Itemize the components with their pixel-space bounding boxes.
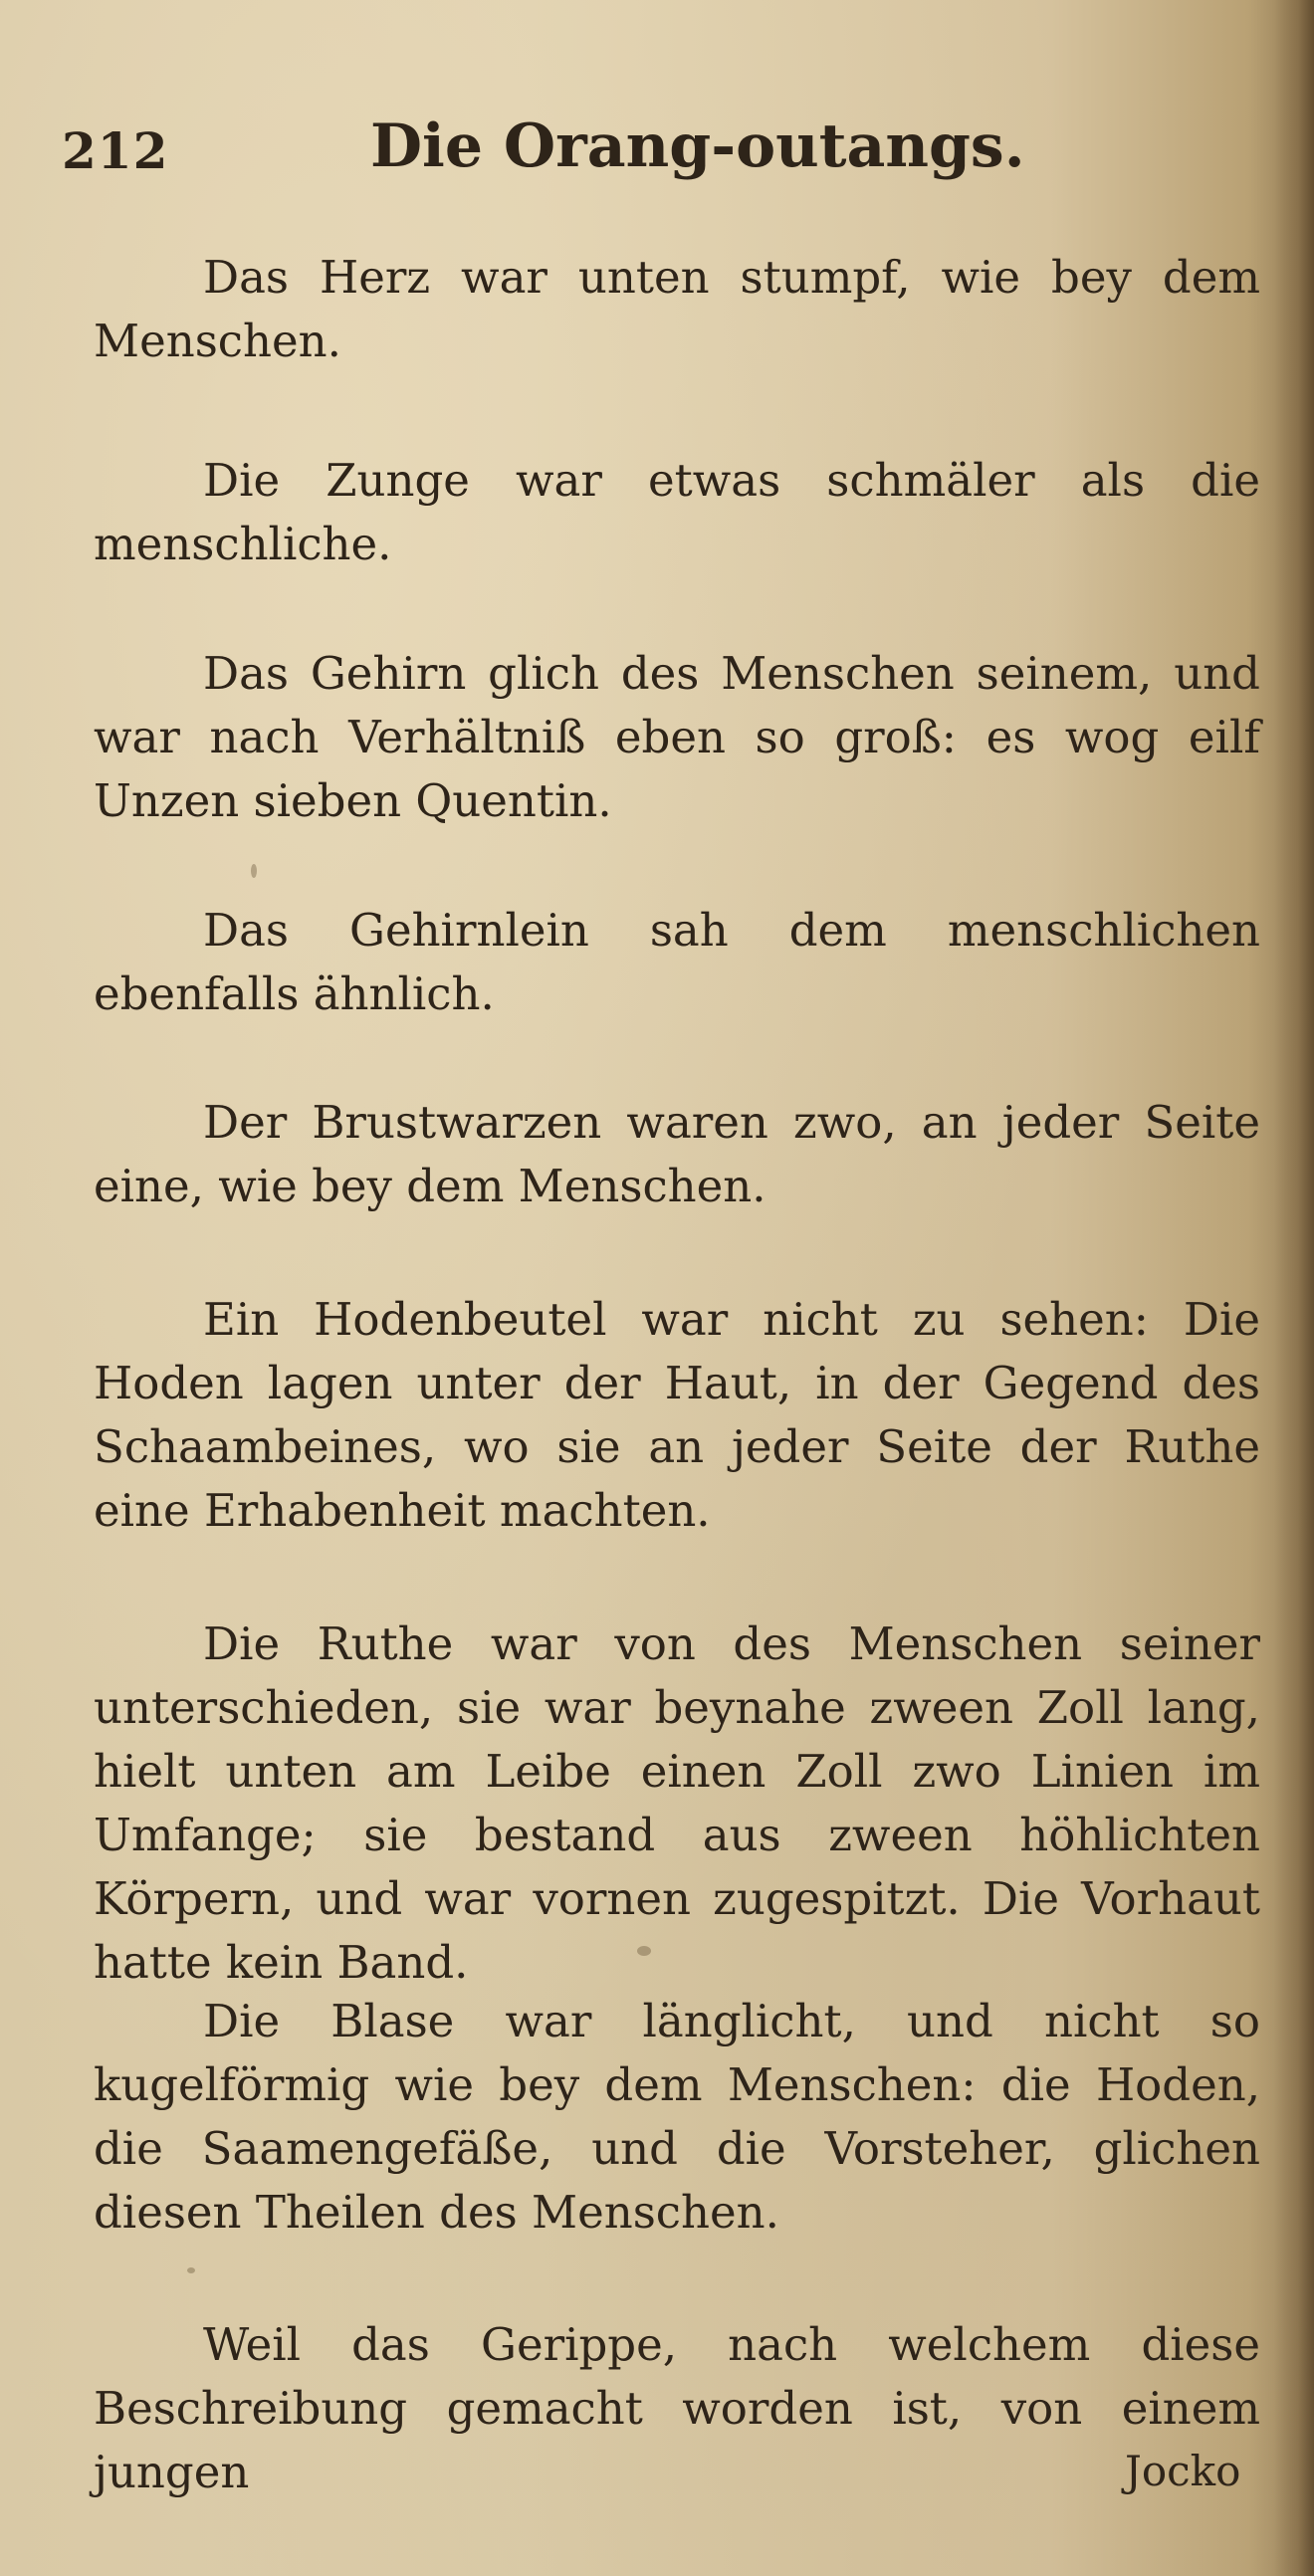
paragraph-heart: Das Herz war unten stumpf, wie bey dem Menschen. [94,251,1260,367]
page-number: 212 [62,121,169,180]
paragraph-cerebellum: Das Gehirnlein sah dem menschlichen ebenfalls ähnlich. [94,904,1260,1020]
paragraph-brain: Das Gehirn glich des Menschen seinem, und war nach Verhältniß eben so groß: es wog eilf Unzen sieben Quentin. [94,647,1260,827]
paragraph-bladder: Die Blase war länglicht, und nicht so kugelförmig wie bey dem Menschen: die Hoden, die Saamengefäße, und die Vorsteher, glichen diesen Theilen des Menschen. [94,1995,1260,2239]
paragraph-nipples: Der Brustwarzen waren zwo, an jeder Seite eine, wie bey dem Menschen. [94,1096,1260,1212]
running-title: Die Orang-outangs. [370,111,1025,181]
paragraph-penis: Die Ruthe war von des Menschen seiner unterschieden, sie war beynahe zween Zoll lang, hielt unten am Leibe einen Zoll zwo Linien im Umfange; sie bestand aus zween höhlichten Körpern, und war vornen zugespitzt. Die Vorhaut hatte kein Band. [94,1617,1260,1989]
paragraph-scrotum: Ein Hodenbeutel war nicht zu sehen: Die Hoden lagen unter der Haut, in der Gegend des Schaambeines, wo sie an jeder Seite der Ruthe eine Erhabenheit machten. [94,1293,1260,1537]
catchword: Jocko [1125,2447,1241,2495]
paragraph-skeleton: Weil das Gerippe, nach welchem diese Beschreibung gemacht worden ist, von einem jungen [94,2318,1260,2498]
paragraph-tongue: Die Zunge war etwas schmäler als die menschliche. [94,454,1260,570]
